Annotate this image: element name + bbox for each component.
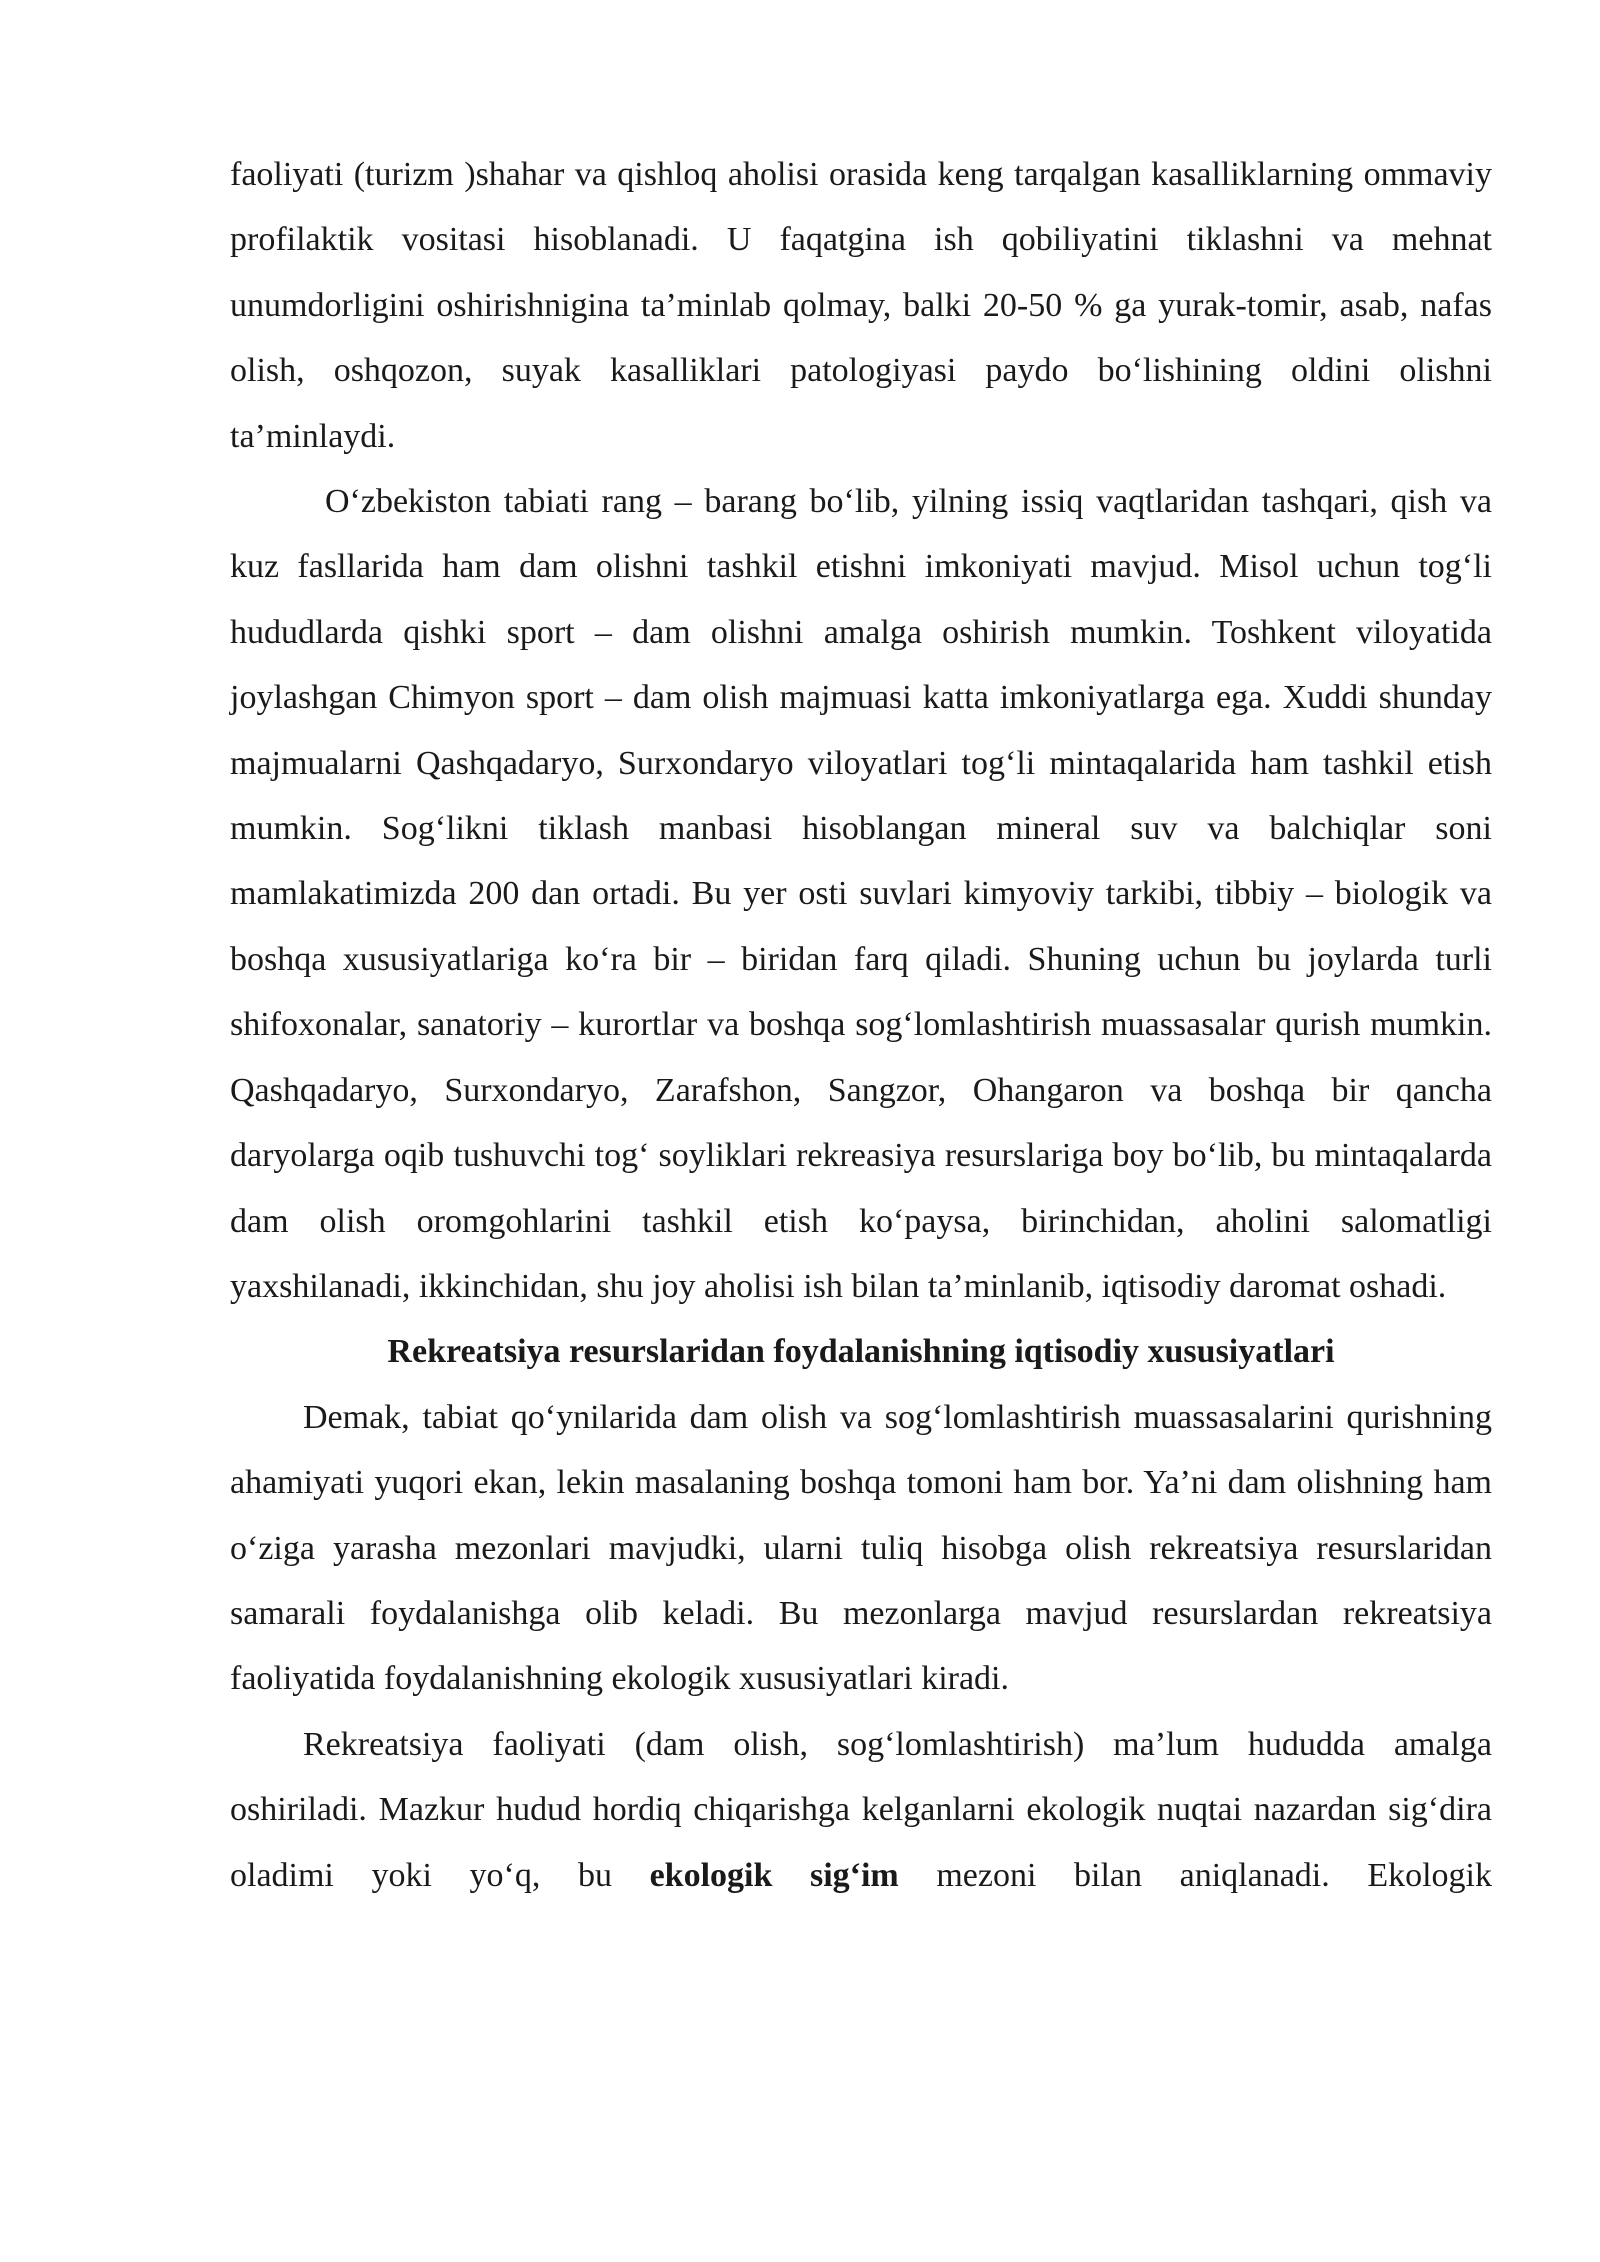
- document-page: [230, 142, 1492, 1908]
- section-heading: Rekreatsiya resurslaridan foydalanishning iqtisodiy xususiyatlari: [387, 1333, 1335, 1371]
- paragraph-4: [230, 1712, 1492, 1908]
- paragraph-3: Demak, tabiat qo‘ynilarida dam olish va sog‘lomlashtirish muassasalarini qurishning ahamiyati yuqori ekan, lekin masalaning boshqa tomoni ham bor. Ya’ni dam olishning ham o‘ziga yarasha mezonlari mavjudki, ularni tuliq hisobga olish rekreatsiya resurslaridan samarali foydalanishga olib keladi. Bu mezonlarga mavjud resurslardan rekreatsiya faoliyatida foydalanishning ekologik xususiyatlari kiradi.: [230, 1398, 1492, 1698]
- paragraph-4-text-end: mezoni bilan aniqlanadi. Ekologik: [898, 1856, 1492, 1894]
- paragraph-4-text-start: Rekreatsiya faoliyati (dam olish, sog‘lomlashtirish) ma’lum hududda amalga oshiriladi. Mazkur hudud hordiq chiqarishga kelganlarni ekologik nuqtai nazardan sig‘dira oladimi yoki yo‘q, bu: [230, 1725, 1492, 1894]
- paragraph-1: faoliyati (turizm )shahar va qishloq aholisi orasida keng tarqalgan kasalliklarning ommaviy profilaktik vositasi hisoblanadi. U faqatgina ish qobiliyatini tiklashni va mehnat unumdorligini oshirishnigina ta’minlab qolmay, balki 20-50 % ga yurak-tomir, asab, nafas olish, oshqozon, suyak kasalliklari patologiyasi paydo bo‘lishining oldini olishni ta’minlaydi.: [230, 156, 1492, 455]
- paragraph-4-bold-term: ekologik sig‘im: [649, 1856, 899, 1894]
- paragraph-2: O‘zbekiston tabiati rang – barang bo‘lib, yilning issiq vaqtlaridan tashqari, qish va kuz fasllarida ham dam olishni tashkil etishni imkoniyati mavjud. Misol uchun tog‘li hududlarda qishki sport – dam olishni amalga oshirish mumkin. Toshkent viloyatida joylashgan Chimyon sport – dam olish majmuasi katta imkoniyatlarga ega. Xuddi shunday majmualarni Qashqadaryo, Surxondaryo viloyatlari tog‘li mintaqalarida ham tashkil etish mumkin. Sog‘likni tiklash manbasi hisoblangan mineral suv va balchiqlar soni mamlakatimizda 200 dan ortadi. Bu yer osti suvlari kimyoviy tarkibi, tibbiy – biologik va boshqa xususiyatlariga ko‘ra bir – biridan farq qiladi. Shuning uchun bu joylarda turli shifoxonalar, sanatoriy – kurortlar va boshqa sog‘lomlashtirish muassasalar qurish mumkin. Qashqadaryo, Surxondaryo, Zarafshon, Sangzor, Ohangaron va boshqa bir qancha daryolarga oqib tushuvchi tog‘ soyliklari rekreasiya resurslariga boy bo‘lib, bu mintaqalarda dam olish oromgohlarini tashkil etish ko‘paysa, birinchidan, aholini salomatligi yaxshilanadi, ikkinchidan, shu joy aholisi ish bilan ta’minlanib, iqtisodiy daromat oshadi.: [230, 483, 1492, 1305]
